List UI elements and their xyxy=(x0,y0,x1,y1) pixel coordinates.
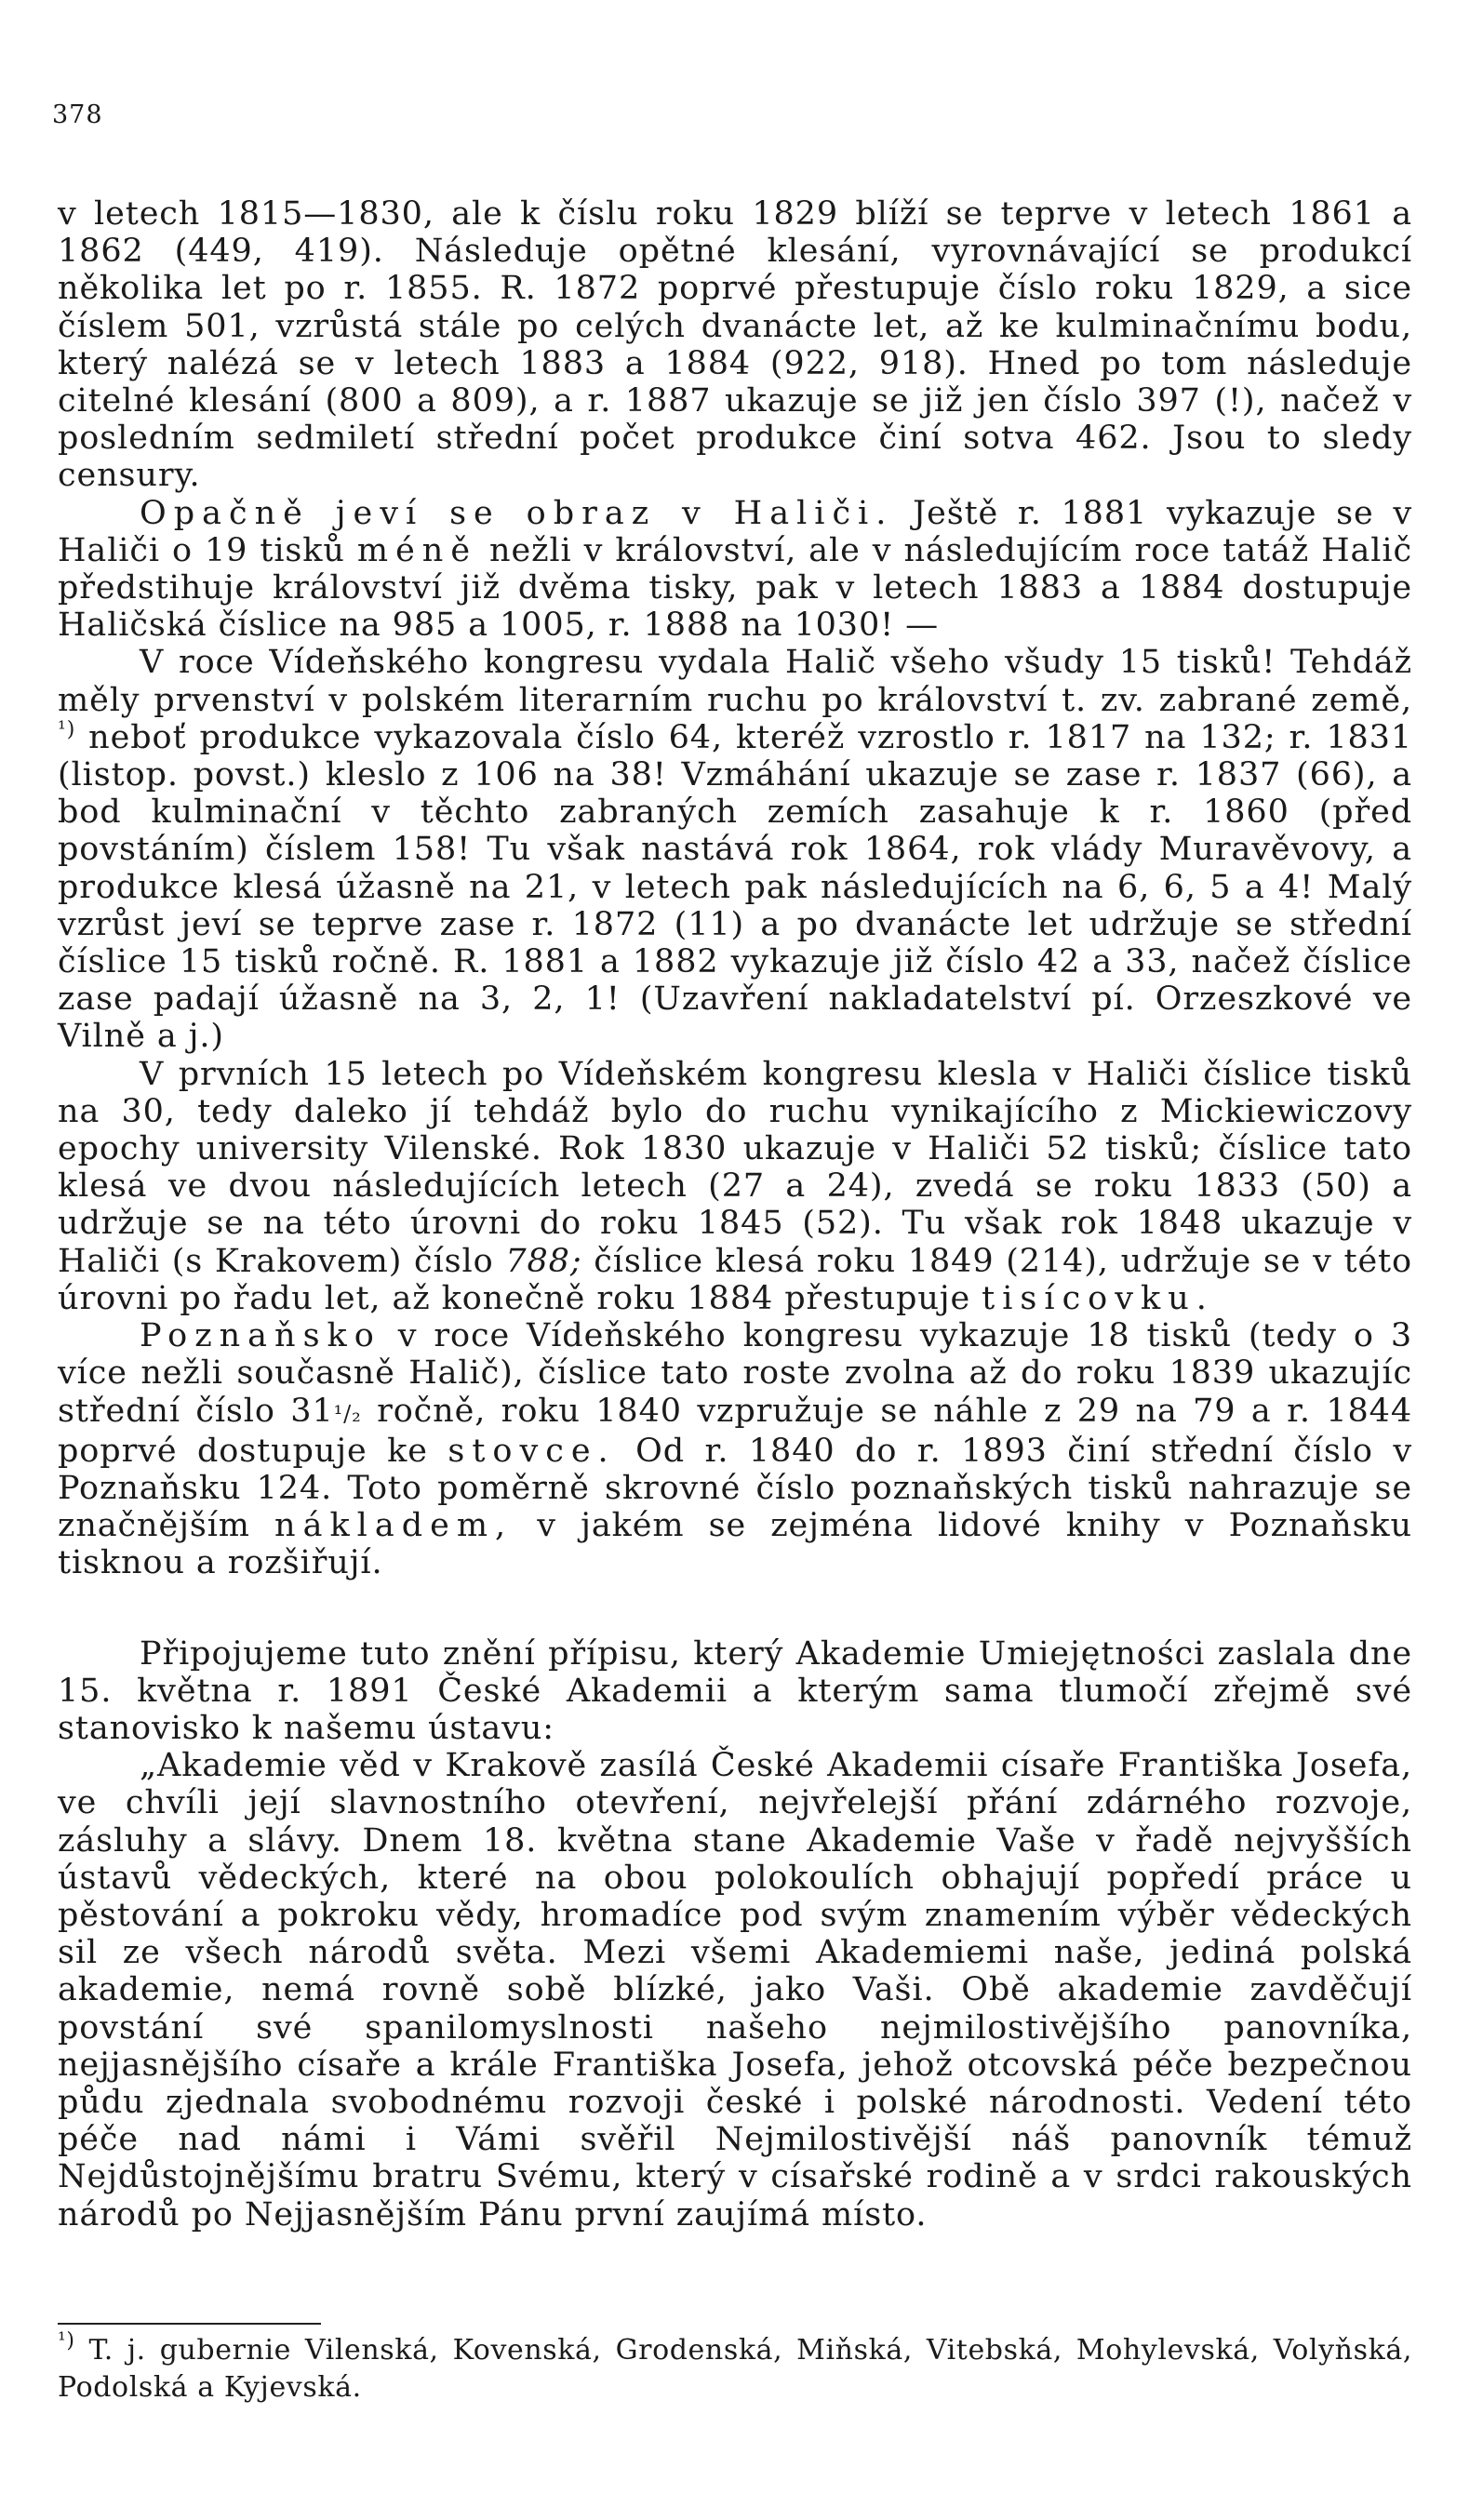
text-segment: ¹/₂ xyxy=(333,1400,362,1427)
text-segment: nákladem, xyxy=(274,1507,514,1545)
paragraph-p7 xyxy=(58,1747,1412,2233)
paragraph-gap xyxy=(58,1582,1412,1635)
text-segment: číslice klesá roku 1849 (214), udržuje se v této úrovni po řadu let, až konečně roku 1884 přestupuje xyxy=(58,1242,1412,1317)
paragraph-p5 xyxy=(58,1317,1412,1581)
paragraph-p6 xyxy=(58,1635,1412,1748)
footnote-text: T. j. gubernie Vilenská, Kovenská, Grodenská, Miňská, Vitebská, Mohylevská, Volyňská, Podolská a Kyjevská. xyxy=(58,2334,1412,2404)
text-segment: stovce. xyxy=(448,1432,616,1470)
page-number: 378 xyxy=(52,100,103,129)
text-segment: v roce Vídeňského kongresu vykazuje 18 tisků (tedy o 3 více nežli současně Halič), číslice tato roste zvolna až do roku 1839 ukazujíc střední číslo 31 xyxy=(58,1317,1412,1430)
text-segment: „Akademie věd v Krakově zasílá České Akademii císaře Františka Josefa, ve chvíli její slavnostního otevření, nejvřelejší přání zdárného rozvoje, zásluhy a slávy. Dnem 18. května stane Akademie Vaše v řadě nejvyšších ústavů vědeckých, které na obou polokoulích obhajují popředí práce u pěstování a pokroku vědy, hromadíce pod svým znamením výběr vědeckých sil ze všech národů světa. Mezi všemi Akademiemi naše, jediná polská akademie, nemá rovně sobě blízké, jako Vaši. Obě akademie zavděčují povstání své spanilomyslnosti našeho nejmilostivějšího panovníka, nejjasnějšího císaře a krále Františka Josefa, jehož otcovská péče bezpečnou půdu zjednala svobodnému rozvoji české i polské národnosti. Vedení této péče nad námi i Vámi svěřil Nejmilostivější náš panovník témuž Nejdůstojnějšímu bratru Svému, který v císařské rodině a v srdci rakouských národů po Nejjasnějším Pánu první zaujímá místo. xyxy=(58,1747,1412,2233)
body-text xyxy=(58,195,1412,2233)
text-segment: 788; xyxy=(505,1242,582,1280)
text-segment: neboť produkce vykazovala číslo 64, kteréž vzrostlo r. 1817 na 132; r. 1831 (listop. povst.) kleslo z 106 na 38! Vzmáhání ukazuje se zase r. 1837 (66), a bod kulminační v těchto zabraných zemích zasahuje k r. 1860 (před povstáním) číslem 158! Tu však nastává rok 1864, rok vlády Muravěvovy, a produkce klesá úžasně na 21, v letech pak následujících na 6, 6, 5 a 4! Malý vzrůst jeví se teprve zase r. 1872 (11) a po dvanácte let udržuje se střední číslice 15 tisků ročně. R. 1881 a 1882 vykazuje již číslo 42 a 33, načež číslice zase padají úžasně na 3, 2, 1! (Uzavření nakladatelství pí. Orzeszkové ve Vilně a j.) xyxy=(58,718,1412,1056)
text-segment: Opačně jeví se obraz v Haliči. xyxy=(140,494,894,532)
text-segment: méně xyxy=(356,531,478,569)
text-segment: ročně, roku 1840 vzpružuje se náhle z 29 na 79 a r. 1844 poprvé dostupuje ke xyxy=(58,1392,1412,1470)
paragraph-p4 xyxy=(58,1056,1412,1317)
text-segment: V roce Vídeňského kongresu vydala Halič všeho všudy 15 tisků! Tehdáž měly prvenství v polském literarním ruchu po království t. zv. zabrané země, xyxy=(58,644,1412,719)
text-segment: V prvních 15 letech po Vídeňském kongresu klesla v Haliči číslice tisků na 30, tedy daleko jí tehdáž bylo do ruchu vynikajícího z Mickiewiczovy epochy university Vilenské. Rok 1830 ukazuje v Haliči 52 tisků; číslice tato klesá ve dvou následujících letech (27 a 24), zvedá se roku 1833 (50) a udržuje se na této úrovni do roku 1845 (52). Tu však rok 1848 ukazuje v Haliči (s Krakovem) číslo xyxy=(58,1055,1412,1280)
footnote-rule xyxy=(58,2323,321,2325)
text-segment: Připojujeme tuto znění přípisu, který Akademie Umiejętności zaslala dne 15. května r. 1891 České Akademii a kterým sama tlumočí zřejmě své stanovisko k našemu ústavu: xyxy=(58,1634,1412,1747)
footnote xyxy=(58,2329,1412,2407)
footnote-marker: ¹) xyxy=(58,2329,75,2353)
paragraph-p2 xyxy=(58,495,1412,645)
text-segment: v jakém se zejména lidové knihy v Poznaňsku tisknou a rozšiřují. xyxy=(58,1507,1412,1582)
text-segment: Poznaňsko xyxy=(140,1317,381,1355)
text-segment: ¹) xyxy=(58,717,76,741)
text-segment: nežli v království, ale v následujícím roce tatáž Halič předstihuje království již dvěma tisky, pak v letech 1883 a 1884 dostupuje Haličská číslice na 985 a 1005, r. 1888 na 1030! — xyxy=(58,531,1412,645)
text-segment: Od r. 1840 do r. 1893 činí střední číslo v Poznaňsku 124. Toto poměrně skrovné číslo poznaňských tisků nahrazuje se značnějším xyxy=(58,1432,1412,1545)
text-segment: tisícovku. xyxy=(982,1279,1214,1317)
paragraph-p1 xyxy=(58,195,1412,495)
text-segment: v letech 1815—1830, ale k číslu roku 1829 blíží se teprve v letech 1861 a 1862 (449, 419). Následuje opětné klesání, vyrovnávající se produkcí několika let po r. 1855. R. 1872 poprvé přestupuje číslo roku 1829, a sice číslem 501, vzrůstá stále po celých dvanácte let, až ke kulminačnímu bodu, který nalézá se v letech 1883 a 1884 (922, 918). Hned po tom následuje citelné klesání (800 a 809), a r. 1887 ukazuje se již jen číslo 397 (!), načež v posledním sedmiletí střední počet produkce činí sotva 462. Jsou to sledy censury. xyxy=(58,195,1412,495)
paragraph-p3 xyxy=(58,644,1412,1055)
text-segment: Ještě r. 1881 vykazuje se v Haliči o 19 tisků xyxy=(58,494,1413,569)
